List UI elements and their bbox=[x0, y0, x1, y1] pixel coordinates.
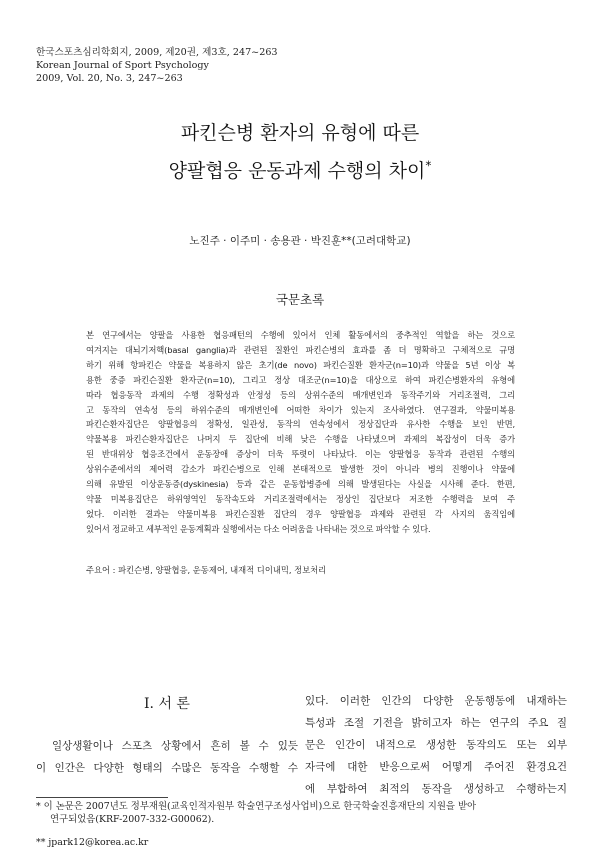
abstract-line: 약물복용 파킨슨환자집단은 나머지 두 집단에 비해 낮은 수행을 나타냈으며 과제의 복잡성이 더욱 증가 bbox=[86, 434, 515, 445]
journal-citation-korean: 한국스포츠심리학회지, 2009, 제20권, 제3호, 247~263 bbox=[36, 47, 278, 58]
body-text-line: 있다. 이러한 인간의 다양한 운동행동에 내재하는 bbox=[305, 695, 567, 707]
abstract-line: 하기 위해 항파킨슨 약물을 복용하지 않은 초기(de novo) 파킨슨질환 환자군(n=10)과 약물을 5년 이상 복 bbox=[86, 359, 515, 370]
body-text-line: 일상생활이나 스포츠 상황에서 흔히 볼 수 있듯 bbox=[52, 740, 298, 752]
body-text-line: 자극에 대한 반응으로써 어떻게 주어진 환경요건 bbox=[305, 761, 567, 773]
body-text-line: 에 부합하여 최적의 동작을 생성하고 수행하는지 bbox=[305, 783, 567, 795]
journal-citation-english: 2009, Vol. 20, No. 3, 247~263 bbox=[36, 73, 183, 84]
body-text-line: 이 인간은 다양한 형태의 수많은 동작을 수행할 수 bbox=[36, 762, 298, 774]
abstract-line: 고 동작의 연속성 등의 하위수준의 매개변인에 어떠한 차이가 있는지 조사하였다. 연구결과, 약물미복용 bbox=[86, 404, 515, 415]
abstract-line: 용한 중증 파킨슨질환 환자군(n=10), 그리고 정상 대조군(n=10)을 대상으로 하여 파킨슨병환자의 유형에 bbox=[86, 374, 515, 385]
abstract-heading: 국문초록 bbox=[275, 292, 325, 307]
abstract-line: 의해 유발된 이상운동증(dyskinesia) 등과 같은 운동합병증에 의해 발생된다는 사실을 시사해 준다. 한편, bbox=[86, 479, 515, 490]
abstract-line: 있어서 정교하고 세부적인 운동계획과 실행에서는 다소 어려움을 나타내는 것으로 파악할 수 있다. bbox=[86, 523, 431, 534]
abstract-line: 본 연구에서는 양팔을 사용한 협응패턴의 수행에 있어서 인체 활동에서의 중추적인 역할을 하는 것으로 bbox=[86, 330, 515, 340]
body-text-line: 특성과 조절 기전을 밝히고자 하는 연구의 주요 질 bbox=[305, 717, 567, 729]
abstract-line: 여겨지는 대뇌기저핵(basal ganglia)과 관련된 질환인 파킨슨병의 효과를 좀 더 명확하고 구체적으로 규명 bbox=[86, 344, 515, 355]
abstract-line: 약물 미복용집단은 하위영역인 동작속도와 거리조절력에서는 정상인 집단보다 저조한 수행력을 보여 주 bbox=[86, 493, 515, 504]
paper-title-line-1: 파킨슨병 환자의 유형에 따른 bbox=[180, 122, 420, 144]
section-heading-introduction: Ⅰ. 서 론 bbox=[144, 696, 190, 712]
paper-title-line-2-text: 양팔협응 운동과제 수행의 차이 bbox=[168, 160, 426, 182]
paper-title-line-2 bbox=[0, 156, 600, 183]
authors: 노진주 · 이주미 · 송용관 · 박진훈**(고려대학교) bbox=[189, 235, 411, 247]
abstract-line: 상위수준에서의 제어력 감소가 파킨슨병으로 인해 본태적으로 발생한 것이 아니라 병의 진행이나 약물에 bbox=[86, 464, 515, 475]
footnote-funding bbox=[36, 800, 566, 826]
abstract-line: 된 반대위상 협응조건에서 운동장애 증상이 더욱 뚜렷이 나타났다. 이는 양팔협응 동작과 관련된 수행의 bbox=[86, 449, 515, 460]
footnote-funding-line-2: 연구되었음(KRF-2007-332-G00062). bbox=[50, 814, 215, 825]
body-text-line: 문은 인간이 내적으로 생성한 동작의도 또는 외부 bbox=[305, 739, 567, 751]
abstract-body bbox=[86, 328, 515, 537]
footnote-contact-email: ** jpark12@korea.ac.kr bbox=[36, 837, 149, 848]
body-left-column bbox=[36, 735, 298, 779]
footnote-funding-line-1: * 이 논문은 2007년도 정부재원(교육인적자원부 학술연구조성사업비)으로 한국학술진흥재단의 지원을 받아 bbox=[36, 801, 477, 812]
footnote-divider bbox=[36, 797, 168, 798]
body-right-column bbox=[305, 690, 567, 800]
title-footnote-mark: * bbox=[425, 158, 432, 173]
abstract-line: 따라 협응동작 과제의 수행 정확성과 안정성 등의 상위수준의 매개변인과 동작주기와 거리조절력, 그리 bbox=[86, 389, 515, 400]
abstract-line: 었다. 이러한 결과는 약물미복용 파킨슨질환 집단의 경우 양팔협응 과제와 관련된 각 사지의 움직임에 bbox=[86, 508, 515, 519]
abstract-line: 파킨슨환자집단은 양팔협응의 정확성, 일관성, 동작의 연속성에서 정상집단과 유사한 수행을 보인 반면, bbox=[86, 419, 515, 430]
journal-info bbox=[36, 46, 278, 85]
journal-name-english: Korean Journal of Sport Psychology bbox=[36, 60, 209, 71]
keywords: 주요어 : 파킨슨병, 양팔협응, 운동제어, 내재적 디이내믹, 정보처리 bbox=[86, 565, 327, 575]
